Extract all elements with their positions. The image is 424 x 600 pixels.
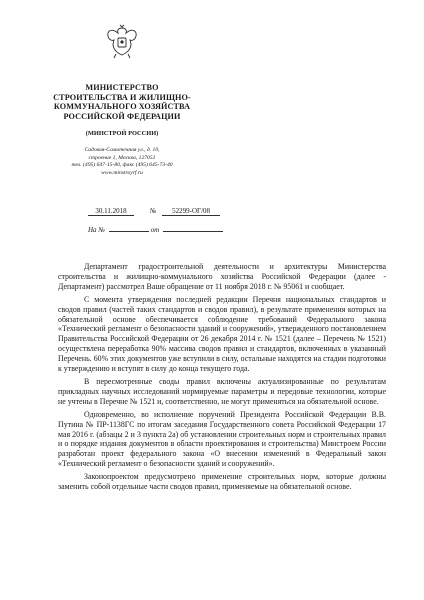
ministry-line: КОММУНАЛЬНОГО ХОЗЯЙСТВА	[53, 102, 191, 112]
number-label: №	[149, 207, 157, 215]
address-line: тел. (495) 647-15-80, факс (495) 645-73-40	[71, 162, 173, 169]
ministry-line: РОССИЙСКОЙ ФЕДЕРАЦИИ	[63, 111, 181, 121]
ministry-line: МИНИСТЕРСТВО	[85, 83, 159, 92]
address-line: www.minstroyrf.ru	[101, 169, 143, 176]
coat-of-arms-icon	[105, 24, 139, 60]
paragraph: С момента утверждения последней редакции Перечня национальных стандартов и сводов правил (частей таких стандартов и сводов правил), в результате применения которых на обязательной основе обеспечивается соблюдение требований Федерального закона «Технический регламент о безопасности зданий и сооружений», утвержденного постановлением Правительства Российской Федерации от 26 декабря 2014 г. № 1521 (далее – Перечень № 1521) осуществлена переработка 90% массива сводов правил и стандартов, включенных в указанный Перечень. 60% этих документов уже вступили в силу, остальные находятся на стадии подготовки к утверждению и вступят в силу до конца текущего года.	[58, 294, 386, 373]
reference-prefix: На №	[88, 226, 105, 234]
ministry-line: СТРОИТЕЛЬСТВА И ЖИЛИЩНО-	[53, 92, 191, 102]
letter-body	[58, 262, 386, 496]
ministry-short-name: (МИНСТРОЙ РОССИИ)	[85, 130, 159, 138]
reference-date-blank	[163, 231, 223, 232]
letter-date-number	[88, 207, 220, 216]
address-line: строение 1, Москва, 127051	[88, 154, 156, 161]
letter-date: 30.11.2018	[88, 207, 134, 216]
ministry-address	[52, 147, 192, 177]
ministry-name	[52, 83, 192, 121]
reference-line	[88, 226, 223, 234]
paragraph: В пересмотренные своды правил включены актуализированные по результатам прикладных научных исследований нормируемые параметры и передовые технологии, которые не учтены в Перечне № 1521 и, соответственно, не могут применяться на обязательной основе.	[58, 376, 386, 406]
letterhead	[52, 24, 192, 177]
paragraph: Одновременно, во исполнение поручений Президента Российской Федерации В.В. Путина № ПР-1138ГС по итогам заседания Государственного совета Российской Федерации 17 мая 2016 г. (абзацы 2 и 3 пункта 2а) об установлении строительных норм и строительных правил и о порядке издания документов в области проектирования и строительства) Минстроем России разработан проект федерального закона «О внесении изменений в Федеральный закон «Технический регламент о безопасности зданий и сооружений».	[58, 409, 386, 468]
reference-number-blank	[109, 231, 149, 232]
paragraph: Департамент градостроительной деятельности и архитектуры Министерства строительства и жилищно-коммунального хозяйства Российской Федерации (далее - Департамент) рассмотрел Ваше обращение от 11 ноября 2018 г. № 95061 и сообщает.	[58, 262, 386, 291]
letter-number: 52299-ОГ/08	[162, 207, 220, 216]
address-line: Садовая-Самотечная ул., д. 10,	[84, 147, 160, 154]
reference-mid: от	[150, 226, 160, 234]
paragraph: Законопроектом предусмотрено применение строительных норм, которые должны заменить собой отдельные части сводов правил, применяемые на обязательной основе.	[58, 472, 386, 492]
